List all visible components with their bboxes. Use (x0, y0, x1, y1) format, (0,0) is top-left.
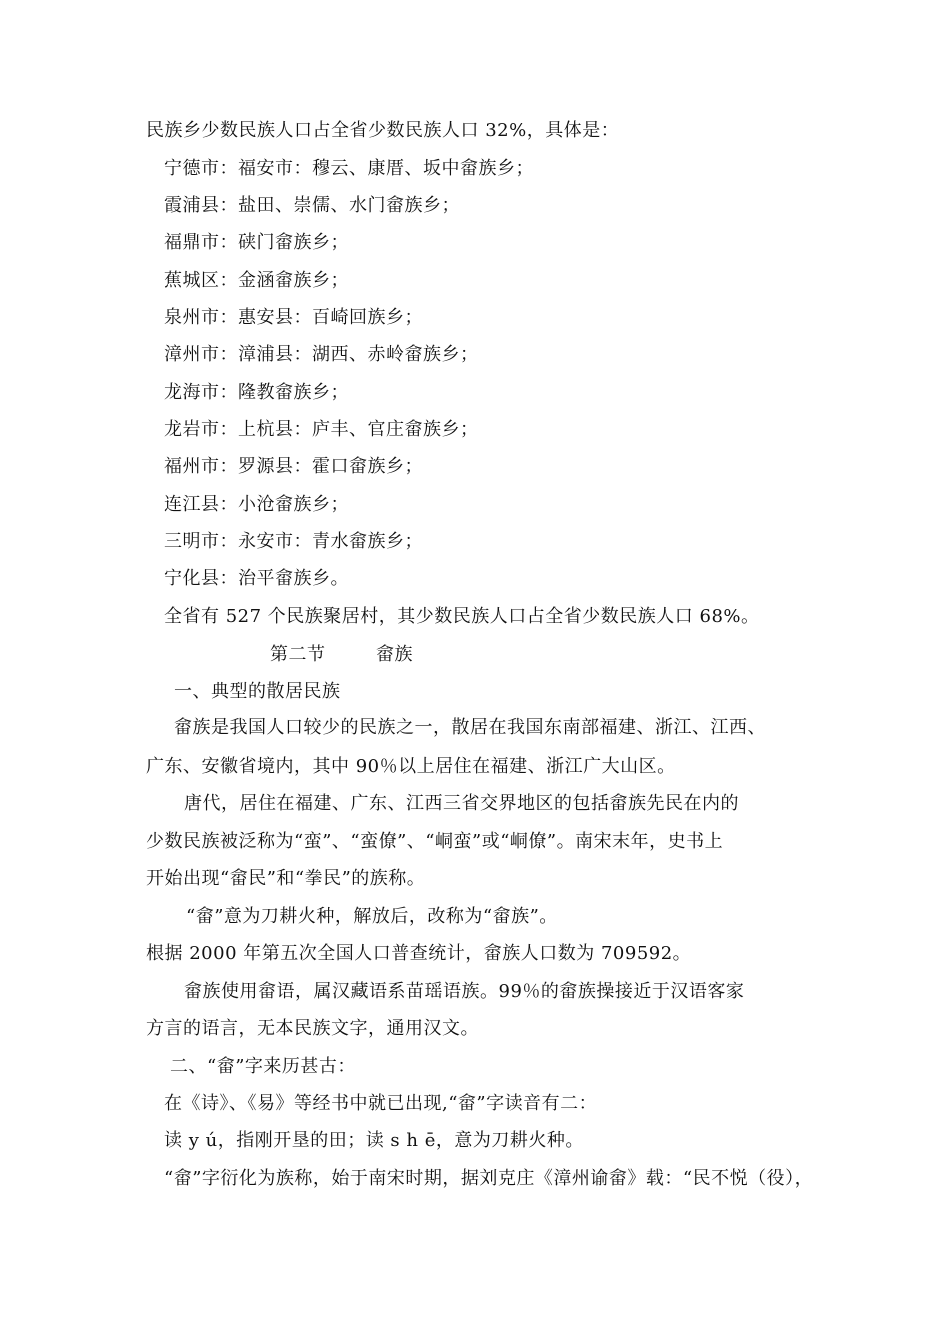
para-2-line-1: 唐代，居住在福建、广东、江西三省交界地区的包括畲族先民在内的 (184, 793, 739, 814)
township-line-sanming: 三明市：永安市：青水畲族乡； (164, 531, 423, 552)
para-5-line-2: 方言的语言，无本民族文字，通用汉文。 (146, 1018, 479, 1039)
township-line-jiaocheng: 蕉城区：金涵畲族乡； (164, 270, 349, 291)
para-5-line-1: 畲族使用畲语，属汉藏语系苗瑶语族。99％的畲族操接近于汉语客家 (184, 981, 745, 1002)
para-7: 读 y ú，指刚开垦的田；读 s h ē，意为刀耕火种。 (164, 1130, 584, 1151)
section-title: 畲族 (376, 644, 413, 665)
para-1-line-1: 畲族是我国人口较少的民族之一，散居在我国东南部福建、浙江、江西、 (174, 717, 766, 738)
intro-line: 民族乡少数民族人口占全省少数民族人口 32%，具体是： (146, 120, 620, 141)
heading-one: 一、典型的散居民族 (174, 681, 341, 702)
township-line-zhangzhou: 漳州市：漳浦县：湖西、赤岭畲族乡； (164, 344, 479, 365)
township-line-longyan: 龙岩市：上杭县：庐丰、官庄畲族乡； (164, 419, 479, 440)
villages-line: 全省有 527 个民族聚居村，其少数民族人口占全省少数民族人口 68%。 (164, 606, 760, 627)
para-1-line-2: 广东、安徽省境内，其中 90％以上居住在福建、浙江广大山区。 (146, 756, 676, 777)
para-2-line-3: 开始出现“畲民”和“拳民”的族称。 (146, 868, 426, 889)
township-line-fuzhou: 福州市：罗源县：霍口畲族乡； (164, 456, 423, 477)
township-line-ninghua: 宁化县：治平畲族乡。 (164, 568, 349, 589)
para-3: “畲”意为刀耕火种，解放后，改称为“畲族”。 (186, 906, 558, 927)
para-8: “畲”字衍化为族称，始于南宋时期，据刘克庄《漳州谕畲》载：“民不悦（役）， (164, 1168, 814, 1189)
township-line-quanzhou: 泉州市：惠安县：百崎回族乡； (164, 307, 423, 328)
township-line-ningde: 宁德市：福安市：穆云、康厝、坂中畲族乡； (164, 158, 534, 179)
township-line-xiapu: 霞浦县：盐田、崇儒、水门畲族乡； (164, 195, 460, 216)
township-line-lianjiang: 连江县：小沧畲族乡； (164, 494, 349, 515)
section-number: 第二节 (270, 644, 326, 665)
para-2-line-2: 少数民族被泛称为“蛮”、“蛮僚”、“峒蛮”或“峒僚”。南宋末年，史书上 (146, 831, 724, 852)
para-6: 在《诗》、《易》等经书中就已出现,“畲”字读音有二： (164, 1093, 598, 1114)
para-4: 根据 2000 年第五次全国人口普查统计，畲族人口数为 709592。 (146, 943, 692, 964)
heading-two: 二、“畲”字来历甚古： (170, 1056, 356, 1077)
township-line-fuding: 福鼎市：硖门畲族乡； (164, 232, 349, 253)
township-line-longhai: 龙海市：隆教畲族乡； (164, 382, 349, 403)
